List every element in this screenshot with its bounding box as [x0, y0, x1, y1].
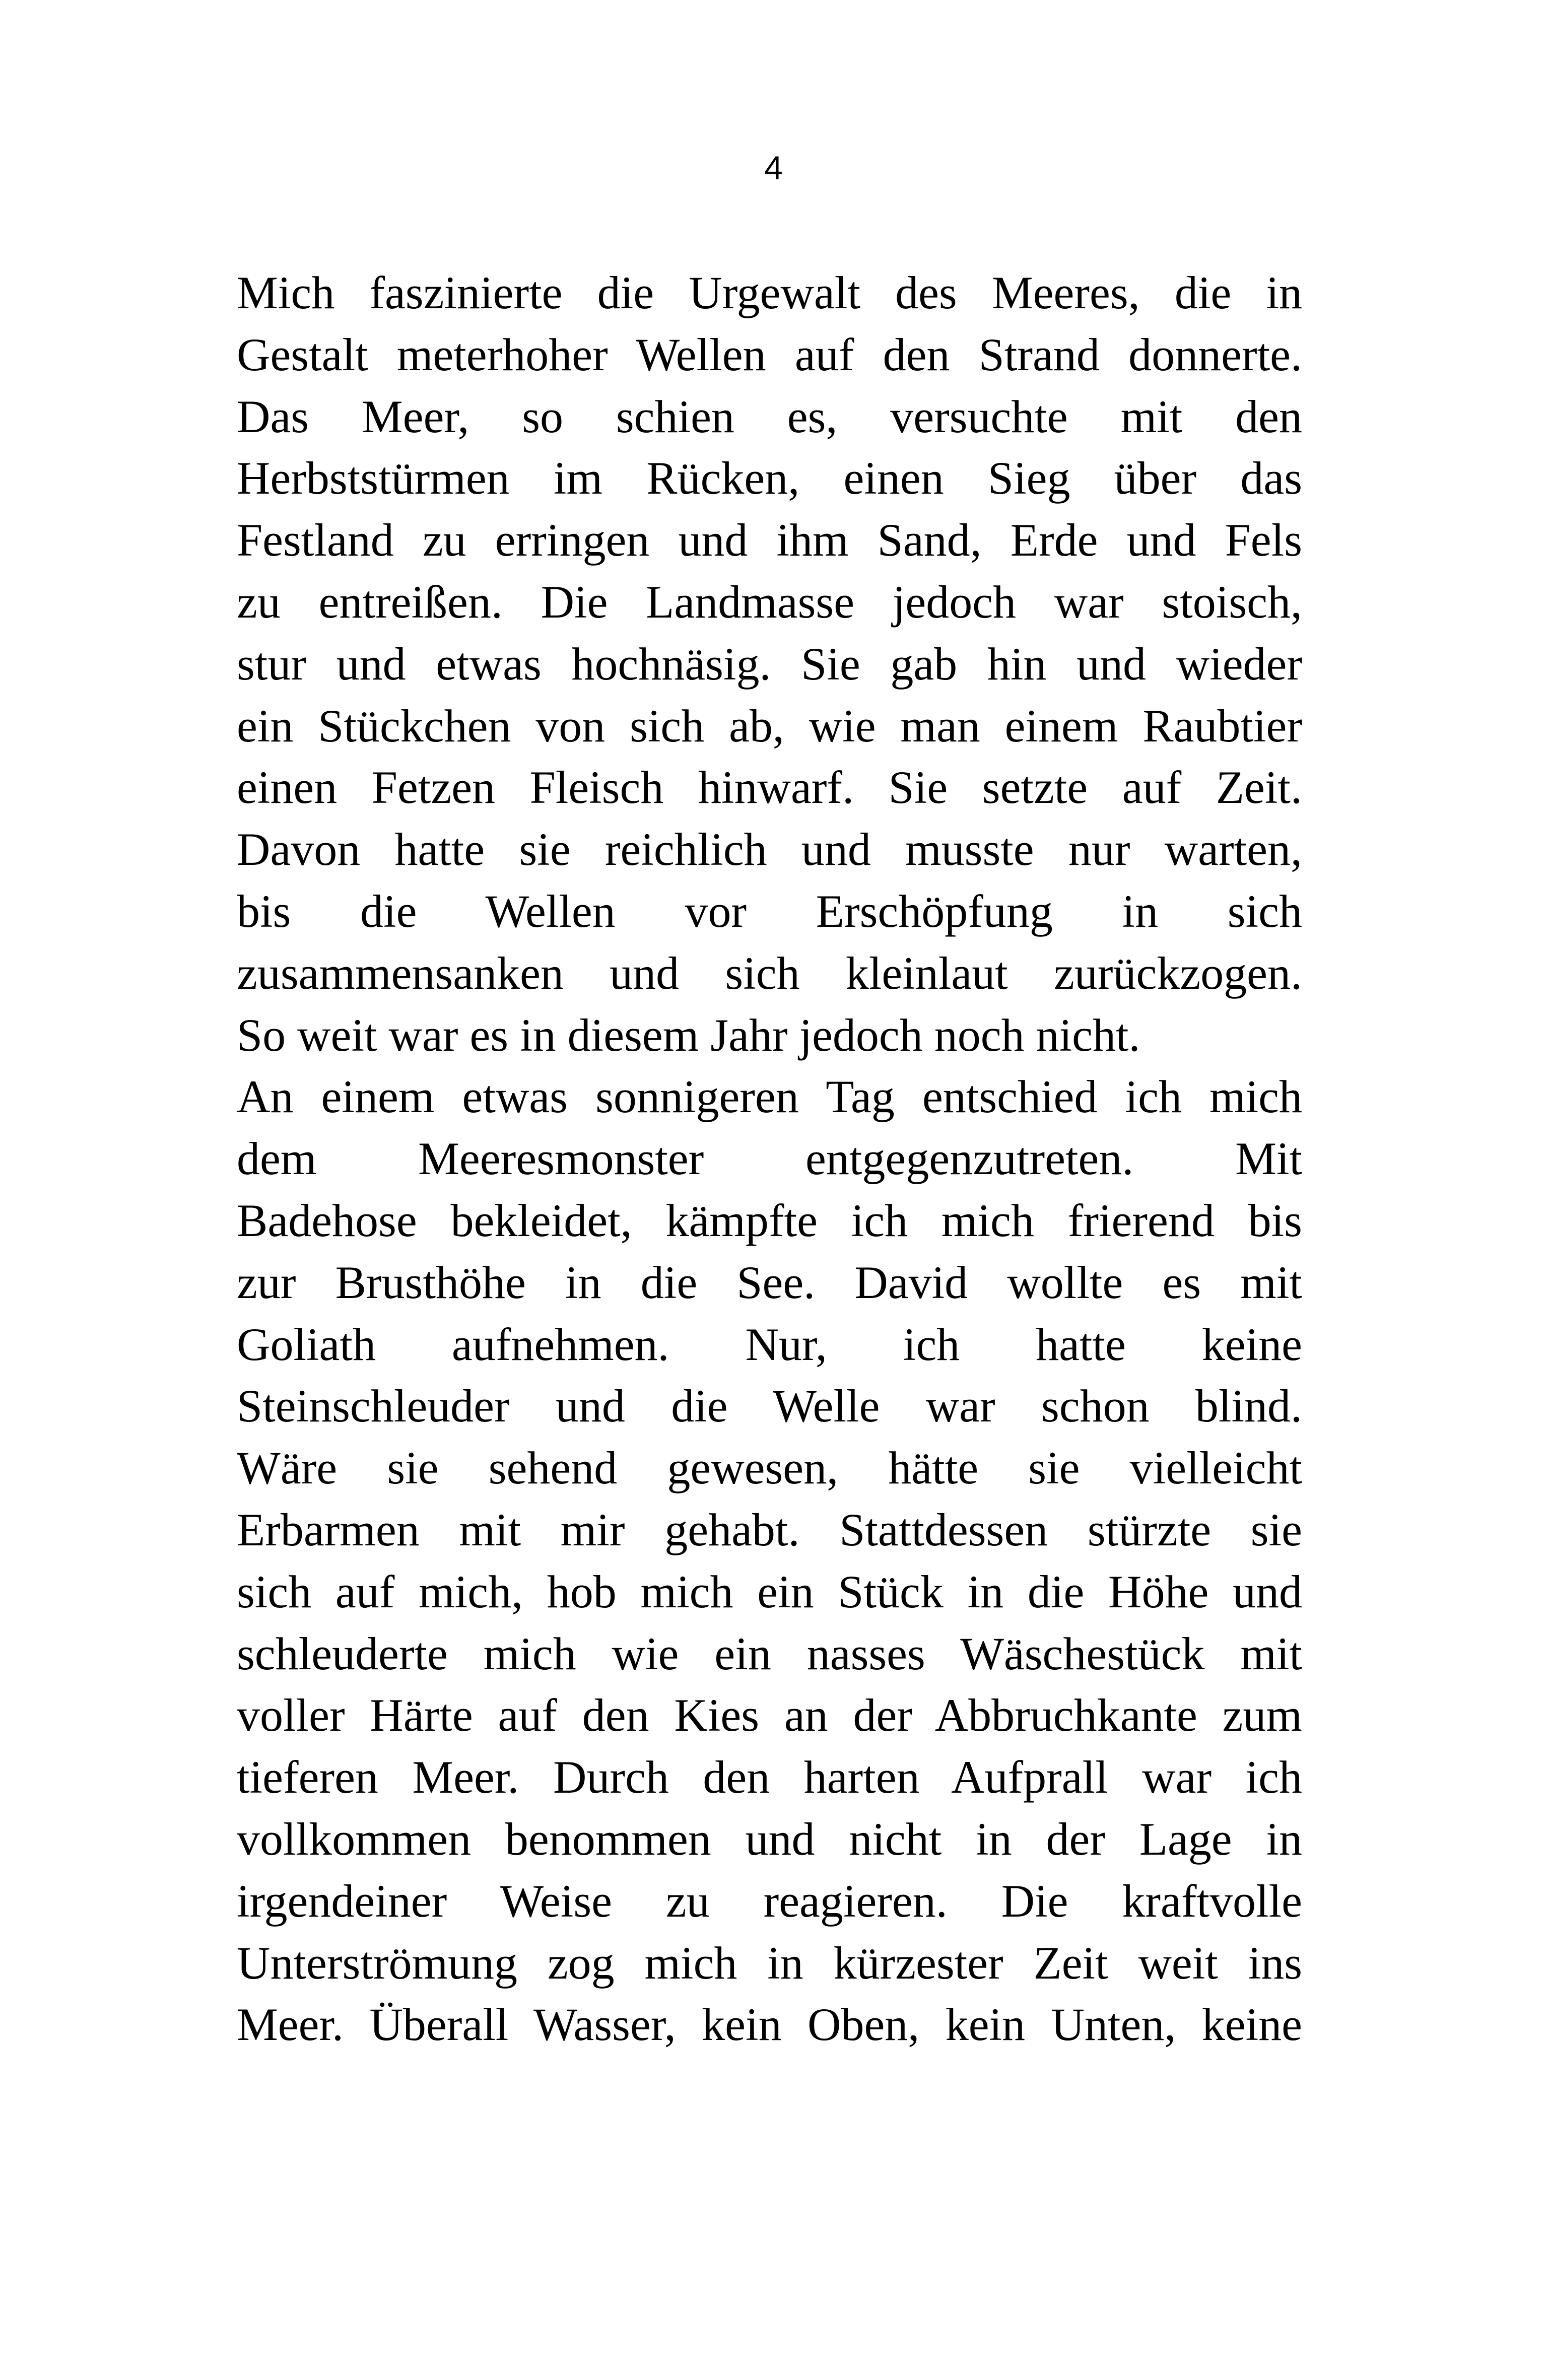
text-line: Davon hatte sie reichlich und musste nur warten,	[237, 824, 1302, 875]
text-line: vollkommen benommen und nicht in der Lage in	[237, 1813, 1302, 1865]
text-line: Das Meer, so schien es, versuchte mit den	[237, 390, 1302, 442]
text-line: Wäre sie sehend gewesen, hätte sie vielleicht	[237, 1442, 1302, 1494]
page-number: 4	[764, 149, 783, 186]
text-line: Mich faszinierte die Urgewalt des Meeres, die in	[237, 267, 1302, 318]
text-line: zur Brusthöhe in die See. David wollte es mit	[237, 1256, 1302, 1308]
text-line: tieferen Meer. Durch den harten Aufprall war ich	[237, 1751, 1302, 1803]
text-line: Erbarmen mit mir gehabt. Stattdessen stürzte sie	[237, 1504, 1302, 1555]
text-line: zu entreißen. Die Landmasse jedoch war stoisch,	[237, 576, 1302, 628]
text-line: voller Härte auf den Kies an der Abbruchkante zum	[237, 1689, 1302, 1741]
paragraph-1	[237, 262, 1302, 1066]
text-line: ein Stückchen von sich ab, wie man einem Raubtier	[237, 700, 1302, 752]
text-line: So weit war es in diesem Jahr jedoch noch nicht.	[237, 1009, 1140, 1061]
text-line: irgendeiner Weise zu reagieren. Die kraftvolle	[237, 1875, 1302, 1927]
text-line: zusammensanken und sich kleinlaut zurückzogen.	[237, 947, 1302, 999]
text-line: Gestalt meterhoher Wellen auf den Strand donnerte.	[237, 328, 1302, 380]
text-line: einen Fetzen Fleisch hinwarf. Sie setzte auf Zeit.	[237, 762, 1302, 813]
text-line: Badehose bekleidet, kämpfte ich mich frierend bis	[237, 1194, 1302, 1246]
text-line: Goliath aufnehmen. Nur, ich hatte keine	[237, 1318, 1302, 1370]
text-line: Festland zu erringen und ihm Sand, Erde und Fels	[237, 514, 1302, 566]
text-line: bis die Wellen vor Erschöpfung in sich	[237, 885, 1302, 937]
text-line: Steinschleuder und die Welle war schon blind.	[237, 1380, 1302, 1432]
text-line: sich auf mich, hob mich ein Stück in die Höhe und	[237, 1566, 1302, 1617]
text-line: stur und etwas hochnäsig. Sie gab hin und wieder	[237, 638, 1302, 690]
body-text	[237, 262, 1302, 2056]
paragraph-2	[237, 1066, 1302, 2056]
text-line: Herbststürmen im Rücken, einen Sieg über das	[237, 452, 1302, 504]
text-line: An einem etwas sonnigeren Tag entschied ich mich	[237, 1071, 1302, 1123]
text-line: Meer. Überall Wasser, kein Oben, kein Unten, keine	[237, 1999, 1302, 2051]
text-line: Unterströmung zog mich in kürzester Zeit weit ins	[237, 1937, 1302, 1989]
text-line: dem Meeresmonster entgegenzutreten. Mit	[237, 1133, 1302, 1185]
text-line: schleuderte mich wie ein nasses Wäschestück mit	[237, 1627, 1302, 1679]
